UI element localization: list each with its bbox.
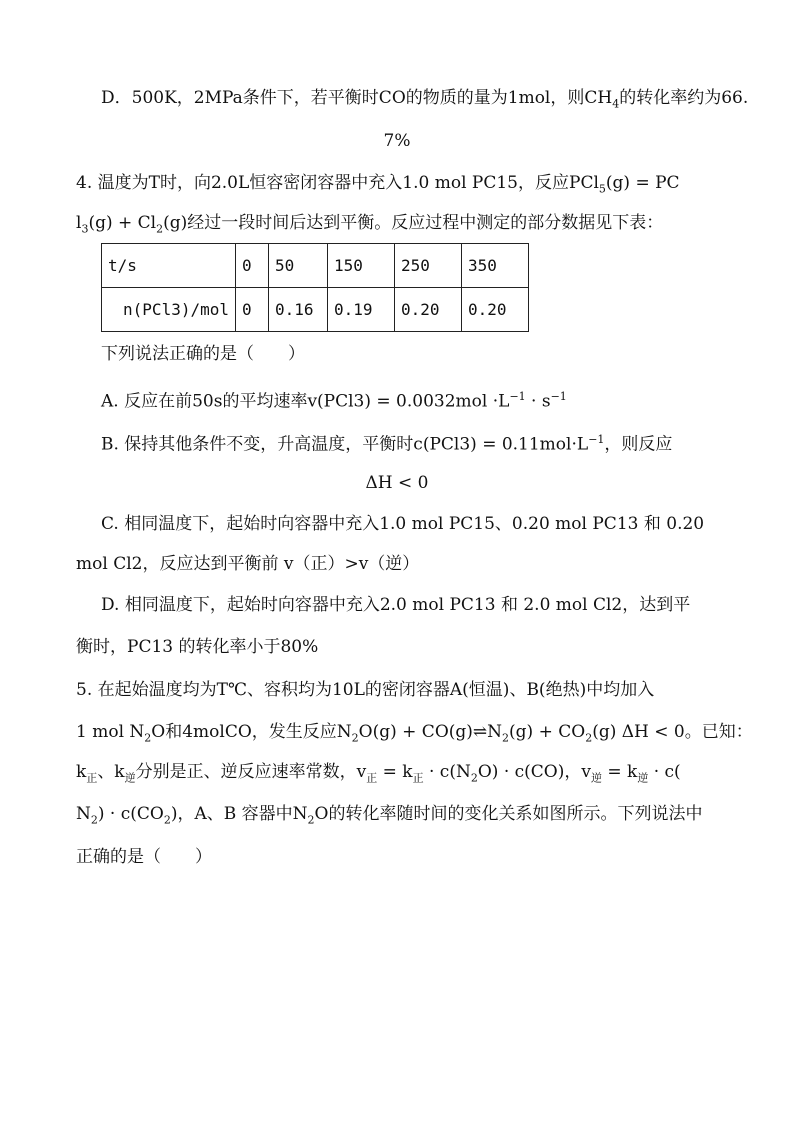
option-d-cont: 衡时，PC13 的转化率小于80%: [76, 637, 319, 657]
option-d-q3: D．500K，2MPa条件下，若平衡时CO的物质的量为1mol，则$CH_4$的转化率约为66.: [101, 88, 749, 111]
table-cell: 0: [236, 244, 269, 288]
table-cell: 350: [462, 244, 529, 288]
table-cell: 0: [236, 288, 269, 332]
option-a: A. 反应在前50s的平均速率$v(PCl3) = 0.0032mol \cdot L^{-1} \cdot s^{-1}$: [101, 390, 567, 412]
question-5-stem: 5. 在起始温度均为T℃、容积均为10L的密闭容器A(恒温)、B(绝热)中均加入: [76, 680, 655, 700]
question-5-line-3: $k_正$、$k_逆$分别是正、逆反应速率常数，$v_正 = k_正 \cdot c(N_2O) \cdot c(CO)$，$v_逆 = k_逆 \cdot c$(: [76, 762, 681, 785]
question-4-stem: 4. 温度为T时，向2.0L恒容密闭容器中充入1.0 mol PC15，反应PCl$_5$(g) = PC: [76, 173, 680, 196]
table-cell: n(PCl3)/mol: [102, 288, 236, 332]
option-b: B. 保持其他条件不变，升高温度，平衡时$c(PCl3) = 0.11mol\cdot L^{-1}$，则反应: [101, 433, 673, 455]
table-cell: 0.16: [269, 288, 328, 332]
question-5-line-4: $N_2) \cdot c(CO_2)$，A、B 容器中$N_2O$的转化率随时间的变化关系如图所示。下列说法中: [76, 804, 703, 827]
table-cell: 0.20: [462, 288, 529, 332]
table-cell: 0.20: [395, 288, 462, 332]
data-table: [101, 243, 529, 332]
question-5-prompt: 正确的是（ ）: [76, 847, 212, 867]
table-cell: 0.19: [328, 288, 395, 332]
table-row: [102, 288, 529, 332]
question-4-prompt: 下列说法正确的是（ ）: [101, 344, 305, 364]
option-d: D. 相同温度下，起始时向容器中充入2.0 mol PC13 和 2.0 mol Cl2，达到平: [101, 595, 691, 615]
option-c: C. 相同温度下，起始时向容器中充入1.0 mol PC15、0.20 mol PC13 和 0.20: [101, 514, 705, 534]
option-c-cont: mol Cl2，反应达到平衡前 v（正）>v（逆）: [76, 554, 420, 574]
table-row: [102, 244, 529, 288]
table-cell: t/s: [102, 244, 236, 288]
table-cell: 150: [328, 244, 395, 288]
option-b-cont: ΔH < 0: [365, 473, 429, 493]
question-5-line-2: 1 mol $N_2O$和4molCO，发生反应$N_2O(g)$ + $CO(g)\rightleftharpoons N_2(g) + CO_2(g) \Delta H < 0$。已知：: [76, 722, 753, 745]
table-cell: 250: [395, 244, 462, 288]
option-d-q3-cont: 7%: [383, 131, 411, 151]
question-4-stem-cont: $l_3(g) + Cl_2(g)$经过一段时间后达到平衡。反应过程中测定的部分数据见下表：: [76, 213, 664, 236]
table-cell: 50: [269, 244, 328, 288]
